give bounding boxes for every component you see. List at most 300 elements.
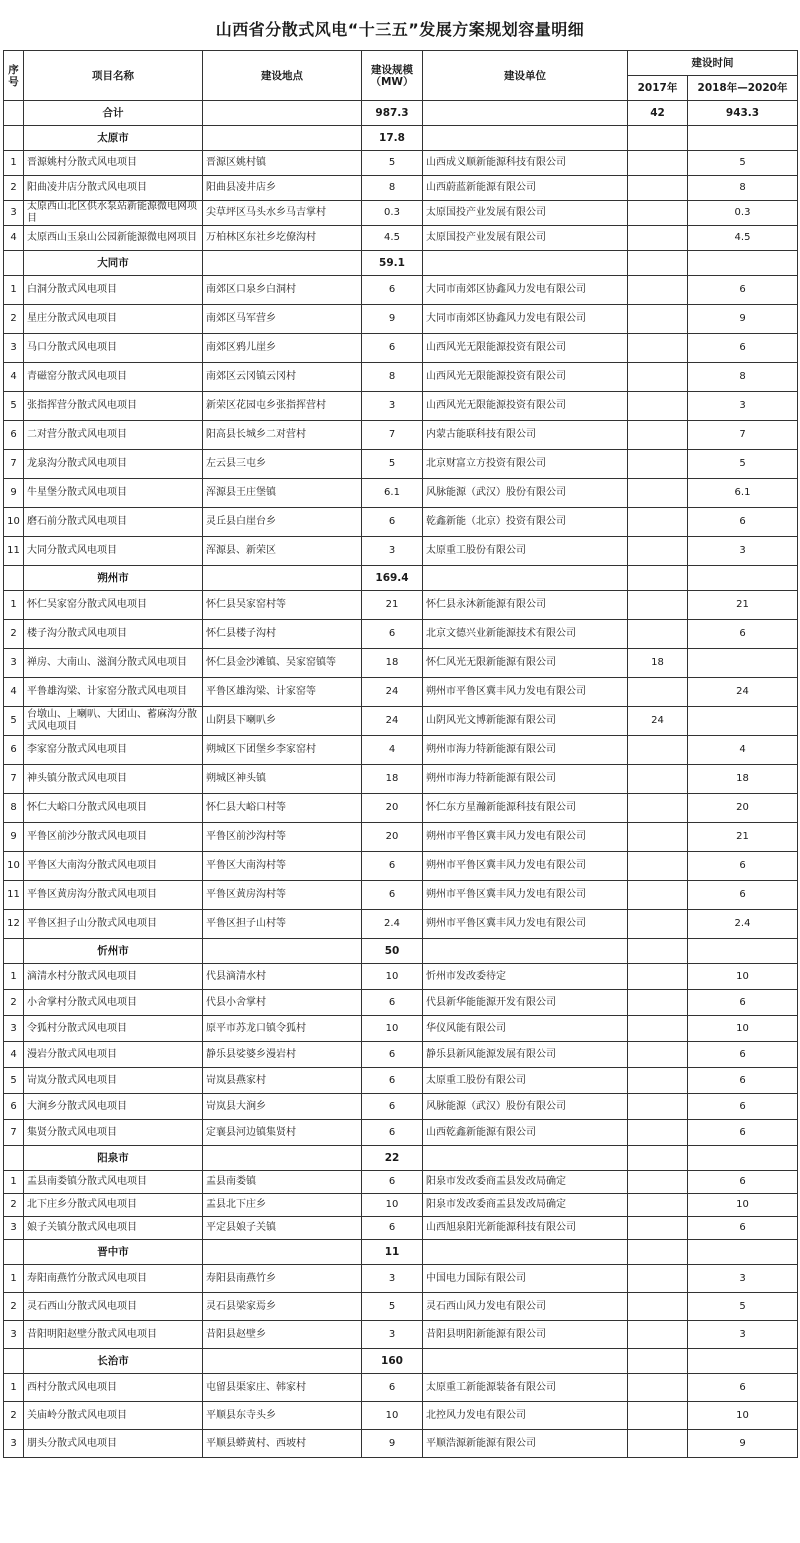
row-unit: 太原重工股份有限公司 bbox=[423, 1068, 628, 1094]
row-location: 平鲁区前沙沟村等 bbox=[203, 823, 362, 852]
row-unit: 山西旭泉阳光新能源科技有限公司 bbox=[423, 1217, 628, 1240]
header-time: 建设时间 bbox=[628, 51, 798, 76]
table-row bbox=[4, 990, 798, 1016]
row-scale: 20 bbox=[362, 794, 423, 823]
row-location: 盂县北下庄乡 bbox=[203, 1194, 362, 1217]
row-location: 浑源县王庄堡镇 bbox=[203, 479, 362, 508]
city-2018-2020 bbox=[688, 126, 798, 151]
row-scale: 10 bbox=[362, 1194, 423, 1217]
city-2018-2020 bbox=[688, 251, 798, 276]
city-unit bbox=[423, 1240, 628, 1265]
total-2018-2020: 943.3 bbox=[688, 101, 798, 126]
row-2018-2020: 4 bbox=[688, 736, 798, 765]
row-project-name: 龙泉沟分散式风电项目 bbox=[24, 450, 203, 479]
row-2018-2020: 18 bbox=[688, 765, 798, 794]
row-2017 bbox=[628, 392, 688, 421]
row-2018-2020: 3 bbox=[688, 537, 798, 566]
row-location: 南郊区云冈镇云冈村 bbox=[203, 363, 362, 392]
row-project-name: 北下庄乡分散式风电项目 bbox=[24, 1194, 203, 1217]
city-unit bbox=[423, 1349, 628, 1374]
row-location: 平顺县蟒黄村、西坡村 bbox=[203, 1430, 362, 1458]
row-location: 万柏林区东社乡圪僚沟村 bbox=[203, 226, 362, 251]
table-row bbox=[4, 1120, 798, 1146]
row-seq: 1 bbox=[4, 276, 24, 305]
city-subtotal-row bbox=[4, 566, 798, 591]
row-location: 山阴县下喇叭乡 bbox=[203, 707, 362, 736]
row-2017: 24 bbox=[628, 707, 688, 736]
row-scale: 0.3 bbox=[362, 201, 423, 226]
row-scale: 6 bbox=[362, 1171, 423, 1194]
row-unit: 大同市南郊区协鑫风力发电有限公司 bbox=[423, 276, 628, 305]
row-project-name: 平鲁区前沙分散式风电项目 bbox=[24, 823, 203, 852]
table-row bbox=[4, 736, 798, 765]
row-2017 bbox=[628, 765, 688, 794]
row-2017 bbox=[628, 1016, 688, 1042]
city-seq bbox=[4, 1240, 24, 1265]
row-seq: 1 bbox=[4, 591, 24, 620]
row-scale: 6 bbox=[362, 852, 423, 881]
row-scale: 2.4 bbox=[362, 910, 423, 939]
row-seq: 2 bbox=[4, 305, 24, 334]
row-2017 bbox=[628, 276, 688, 305]
row-scale: 6.1 bbox=[362, 479, 423, 508]
row-project-name: 漫岩分散式风电项目 bbox=[24, 1042, 203, 1068]
row-unit: 阳泉市发改委商盂县发改局确定 bbox=[423, 1194, 628, 1217]
row-project-name: 禅房、大南山、滋润分散式风电项目 bbox=[24, 649, 203, 678]
row-project-name: 平鲁区黄房沟分散式风电项目 bbox=[24, 881, 203, 910]
row-2017 bbox=[628, 678, 688, 707]
row-location: 平鲁区黄房沟村等 bbox=[203, 881, 362, 910]
row-seq: 8 bbox=[4, 794, 24, 823]
row-location: 屯留县渠家庄、韩家村 bbox=[203, 1374, 362, 1402]
row-location: 尖草坪区马头水乡马吉掌村 bbox=[203, 201, 362, 226]
city-name: 阳泉市 bbox=[24, 1146, 203, 1171]
row-seq: 11 bbox=[4, 537, 24, 566]
total-2017: 42 bbox=[628, 101, 688, 126]
row-seq: 7 bbox=[4, 765, 24, 794]
row-unit: 山西风光无限能源投资有限公司 bbox=[423, 334, 628, 363]
row-2017 bbox=[628, 1217, 688, 1240]
row-unit: 山西风光无限能源投资有限公司 bbox=[423, 392, 628, 421]
row-unit: 山阴风光文博新能源有限公司 bbox=[423, 707, 628, 736]
city-subtotal-row bbox=[4, 1240, 798, 1265]
row-project-name: 太原西山玉泉山公园新能源微电网项目 bbox=[24, 226, 203, 251]
row-2018-2020: 8 bbox=[688, 363, 798, 392]
row-unit: 风脉能源（武汉）股份有限公司 bbox=[423, 479, 628, 508]
total-unit bbox=[423, 101, 628, 126]
row-scale: 18 bbox=[362, 765, 423, 794]
row-2017 bbox=[628, 881, 688, 910]
header-row-1 bbox=[4, 51, 798, 76]
row-2017 bbox=[628, 421, 688, 450]
row-project-name: 关庙岭分散式风电项目 bbox=[24, 1402, 203, 1430]
table-row bbox=[4, 1402, 798, 1430]
row-unit: 朔州市平鲁区冀丰风力发电有限公司 bbox=[423, 823, 628, 852]
row-unit: 怀仁县永沐新能源有限公司 bbox=[423, 591, 628, 620]
row-2017 bbox=[628, 151, 688, 176]
row-scale: 4.5 bbox=[362, 226, 423, 251]
row-location: 平鲁区雄沟梁、计家窑等 bbox=[203, 678, 362, 707]
row-2018-2020: 6 bbox=[688, 1217, 798, 1240]
row-scale: 3 bbox=[362, 1265, 423, 1293]
row-scale: 6 bbox=[362, 881, 423, 910]
row-unit: 华仪风能有限公司 bbox=[423, 1016, 628, 1042]
city-2017 bbox=[628, 566, 688, 591]
row-unit: 朔州市平鲁区冀丰风力发电有限公司 bbox=[423, 678, 628, 707]
row-location: 阳高县长城乡二对营村 bbox=[203, 421, 362, 450]
table-row bbox=[4, 508, 798, 537]
city-total: 169.4 bbox=[362, 566, 423, 591]
row-project-name: 令狐村分散式风电项目 bbox=[24, 1016, 203, 1042]
row-2018-2020: 6 bbox=[688, 1171, 798, 1194]
row-unit: 怀仁东方星瀚新能源科技有限公司 bbox=[423, 794, 628, 823]
row-2018-2020: 6 bbox=[688, 508, 798, 537]
row-location: 怀仁县大峪口村等 bbox=[203, 794, 362, 823]
row-2017 bbox=[628, 1430, 688, 1458]
row-location: 寿阳县南燕竹乡 bbox=[203, 1265, 362, 1293]
row-seq: 1 bbox=[4, 1265, 24, 1293]
row-seq: 4 bbox=[4, 678, 24, 707]
row-project-name: 牛星堡分散式风电项目 bbox=[24, 479, 203, 508]
city-subtotal-row bbox=[4, 939, 798, 964]
row-2017 bbox=[628, 1265, 688, 1293]
row-seq: 2 bbox=[4, 620, 24, 649]
row-seq: 7 bbox=[4, 1120, 24, 1146]
header-2018-2020: 2018年—2020年 bbox=[688, 76, 798, 101]
city-subtotal-row bbox=[4, 126, 798, 151]
city-location bbox=[203, 939, 362, 964]
row-location: 左云县三屯乡 bbox=[203, 450, 362, 479]
row-2018-2020: 2.4 bbox=[688, 910, 798, 939]
row-2018-2020: 9 bbox=[688, 305, 798, 334]
row-project-name: 西村分散式风电项目 bbox=[24, 1374, 203, 1402]
city-subtotal-row bbox=[4, 1349, 798, 1374]
row-2017 bbox=[628, 736, 688, 765]
row-2017 bbox=[628, 1094, 688, 1120]
row-location: 代县滴清水村 bbox=[203, 964, 362, 990]
total-scale: 987.3 bbox=[362, 101, 423, 126]
row-seq: 2 bbox=[4, 990, 24, 1016]
row-seq: 6 bbox=[4, 421, 24, 450]
row-unit: 朔州市平鲁区冀丰风力发电有限公司 bbox=[423, 852, 628, 881]
row-unit: 阳泉市发改委商盂县发改局确定 bbox=[423, 1171, 628, 1194]
city-total: 59.1 bbox=[362, 251, 423, 276]
row-scale: 9 bbox=[362, 1430, 423, 1458]
city-2017 bbox=[628, 1240, 688, 1265]
city-2018-2020 bbox=[688, 1240, 798, 1265]
row-unit: 太原重工股份有限公司 bbox=[423, 537, 628, 566]
row-2018-2020: 6 bbox=[688, 881, 798, 910]
row-location: 浑源县、新荣区 bbox=[203, 537, 362, 566]
row-unit: 平顺浩源新能源有限公司 bbox=[423, 1430, 628, 1458]
city-unit bbox=[423, 939, 628, 964]
table-row bbox=[4, 1430, 798, 1458]
city-total: 160 bbox=[362, 1349, 423, 1374]
row-location: 平顺县东寺头乡 bbox=[203, 1402, 362, 1430]
row-project-name: 太原西山北区供水泵站新能源微电网项目 bbox=[24, 201, 203, 226]
row-2017 bbox=[628, 1194, 688, 1217]
row-seq: 6 bbox=[4, 1094, 24, 1120]
row-project-name: 青磁窑分散式风电项目 bbox=[24, 363, 203, 392]
row-2017 bbox=[628, 1321, 688, 1349]
row-scale: 21 bbox=[362, 591, 423, 620]
row-location: 怀仁县楼子沟村 bbox=[203, 620, 362, 649]
row-project-name: 小舍掌村分散式风电项目 bbox=[24, 990, 203, 1016]
city-seq bbox=[4, 1349, 24, 1374]
row-location: 昔阳县赵壁乡 bbox=[203, 1321, 362, 1349]
row-location: 定襄县河边镇集贤村 bbox=[203, 1120, 362, 1146]
total-location bbox=[203, 101, 362, 126]
row-seq: 1 bbox=[4, 1171, 24, 1194]
row-seq: 2 bbox=[4, 176, 24, 201]
row-unit: 中国电力国际有限公司 bbox=[423, 1265, 628, 1293]
row-2018-2020: 9 bbox=[688, 1430, 798, 1458]
city-name: 长治市 bbox=[24, 1349, 203, 1374]
row-project-name: 娘子关镇分散式风电项目 bbox=[24, 1217, 203, 1240]
table-row bbox=[4, 1068, 798, 1094]
table-row bbox=[4, 1293, 798, 1321]
row-unit: 太原国投产业发展有限公司 bbox=[423, 226, 628, 251]
row-2018-2020: 0.3 bbox=[688, 201, 798, 226]
city-unit bbox=[423, 251, 628, 276]
table-row bbox=[4, 707, 798, 736]
row-seq: 3 bbox=[4, 1016, 24, 1042]
row-2018-2020: 6 bbox=[688, 852, 798, 881]
row-project-name: 朋头分散式风电项目 bbox=[24, 1430, 203, 1458]
row-2018-2020: 6 bbox=[688, 1042, 798, 1068]
row-2017 bbox=[628, 1042, 688, 1068]
row-scale: 6 bbox=[362, 1217, 423, 1240]
row-project-name: 台墩山、上喇叭、大团山、蓄麻沟分散式风电项目 bbox=[24, 707, 203, 736]
row-seq: 9 bbox=[4, 823, 24, 852]
row-scale: 6 bbox=[362, 1068, 423, 1094]
city-seq bbox=[4, 566, 24, 591]
header-unit: 建设单位 bbox=[423, 51, 628, 101]
row-unit: 太原国投产业发展有限公司 bbox=[423, 201, 628, 226]
row-scale: 6 bbox=[362, 276, 423, 305]
row-unit: 山西蔚蓝新能源有限公司 bbox=[423, 176, 628, 201]
table-row bbox=[4, 794, 798, 823]
row-project-name: 阳曲凌井店分散式风电项目 bbox=[24, 176, 203, 201]
row-project-name: 寿阳南燕竹分散式风电项目 bbox=[24, 1265, 203, 1293]
row-seq: 3 bbox=[4, 334, 24, 363]
row-2018-2020: 6 bbox=[688, 1120, 798, 1146]
table-row bbox=[4, 392, 798, 421]
table-row bbox=[4, 450, 798, 479]
row-seq: 3 bbox=[4, 649, 24, 678]
row-location: 新荣区花园屯乡张指挥营村 bbox=[203, 392, 362, 421]
row-location: 平鲁区担子山村等 bbox=[203, 910, 362, 939]
row-project-name: 白洞分散式风电项目 bbox=[24, 276, 203, 305]
row-seq: 11 bbox=[4, 881, 24, 910]
row-2017 bbox=[628, 823, 688, 852]
row-seq: 10 bbox=[4, 508, 24, 537]
table-row bbox=[4, 176, 798, 201]
city-unit bbox=[423, 1146, 628, 1171]
row-seq: 1 bbox=[4, 151, 24, 176]
row-unit: 忻州市发改委待定 bbox=[423, 964, 628, 990]
row-2018-2020: 6 bbox=[688, 1068, 798, 1094]
row-2017 bbox=[628, 1402, 688, 1430]
row-unit: 内蒙古能联科技有限公司 bbox=[423, 421, 628, 450]
table-row bbox=[4, 226, 798, 251]
row-project-name: 楼子沟分散式风电项目 bbox=[24, 620, 203, 649]
table-row bbox=[4, 1094, 798, 1120]
row-location: 阳曲县凌井店乡 bbox=[203, 176, 362, 201]
table-row bbox=[4, 305, 798, 334]
row-2017 bbox=[628, 1120, 688, 1146]
city-name: 太原市 bbox=[24, 126, 203, 151]
row-unit: 风脉能源（武汉）股份有限公司 bbox=[423, 1094, 628, 1120]
row-unit: 朔州市海力特新能源有限公司 bbox=[423, 765, 628, 794]
table-row bbox=[4, 964, 798, 990]
table-row bbox=[4, 479, 798, 508]
row-2017 bbox=[628, 537, 688, 566]
row-location: 朔城区下团堡乡李家窑村 bbox=[203, 736, 362, 765]
total-seq bbox=[4, 101, 24, 126]
row-2017 bbox=[628, 201, 688, 226]
row-2018-2020: 6 bbox=[688, 1374, 798, 1402]
row-location: 南郊区马军营乡 bbox=[203, 305, 362, 334]
row-2018-2020: 10 bbox=[688, 1194, 798, 1217]
row-location: 南郊区鸦儿崖乡 bbox=[203, 334, 362, 363]
header-location: 建设地点 bbox=[203, 51, 362, 101]
city-name: 朔州市 bbox=[24, 566, 203, 591]
row-scale: 3 bbox=[362, 537, 423, 566]
city-seq bbox=[4, 251, 24, 276]
row-scale: 6 bbox=[362, 1042, 423, 1068]
row-2018-2020: 6 bbox=[688, 276, 798, 305]
table-row bbox=[4, 201, 798, 226]
row-scale: 18 bbox=[362, 649, 423, 678]
row-location: 怀仁县金沙滩镇、吴家窑镇等 bbox=[203, 649, 362, 678]
row-scale: 24 bbox=[362, 678, 423, 707]
row-project-name: 平鲁区大南沟分散式风电项目 bbox=[24, 852, 203, 881]
row-scale: 5 bbox=[362, 450, 423, 479]
table-row bbox=[4, 649, 798, 678]
row-unit: 太原重工新能源装备有限公司 bbox=[423, 1374, 628, 1402]
row-unit: 山西乾鑫新能源有限公司 bbox=[423, 1120, 628, 1146]
row-unit: 大同市南郊区协鑫风力发电有限公司 bbox=[423, 305, 628, 334]
row-unit: 山西成义顺新能源科技有限公司 bbox=[423, 151, 628, 176]
table-row bbox=[4, 151, 798, 176]
row-project-name: 星庄分散式风电项目 bbox=[24, 305, 203, 334]
row-2018-2020: 5 bbox=[688, 450, 798, 479]
page-title: 山西省分散式风电“十三五”发展方案规划容量明细 bbox=[215, 20, 585, 39]
row-seq: 5 bbox=[4, 392, 24, 421]
row-seq: 2 bbox=[4, 1293, 24, 1321]
row-scale: 24 bbox=[362, 707, 423, 736]
row-seq: 1 bbox=[4, 964, 24, 990]
row-2017 bbox=[628, 363, 688, 392]
row-location: 原平市苏龙口镇令狐村 bbox=[203, 1016, 362, 1042]
row-seq: 3 bbox=[4, 1217, 24, 1240]
row-2017 bbox=[628, 1293, 688, 1321]
row-scale: 6 bbox=[362, 334, 423, 363]
city-2017 bbox=[628, 1349, 688, 1374]
city-subtotal-row bbox=[4, 251, 798, 276]
row-scale: 8 bbox=[362, 176, 423, 201]
city-name: 大同市 bbox=[24, 251, 203, 276]
row-scale: 6 bbox=[362, 1120, 423, 1146]
row-location: 灵丘县白崖台乡 bbox=[203, 508, 362, 537]
city-location bbox=[203, 1146, 362, 1171]
row-seq: 4 bbox=[4, 226, 24, 251]
row-2018-2020 bbox=[688, 707, 798, 736]
row-seq: 4 bbox=[4, 1042, 24, 1068]
row-unit: 朔州市平鲁区冀丰风力发电有限公司 bbox=[423, 910, 628, 939]
table-row bbox=[4, 620, 798, 649]
row-seq: 1 bbox=[4, 1374, 24, 1402]
table-row bbox=[4, 334, 798, 363]
city-2018-2020 bbox=[688, 566, 798, 591]
row-2018-2020: 7 bbox=[688, 421, 798, 450]
row-scale: 4 bbox=[362, 736, 423, 765]
table-row bbox=[4, 823, 798, 852]
row-2018-2020: 3 bbox=[688, 1321, 798, 1349]
row-project-name: 神头镇分散式风电项目 bbox=[24, 765, 203, 794]
row-2017 bbox=[628, 964, 688, 990]
row-location: 晋源区姚村镇 bbox=[203, 151, 362, 176]
row-project-name: 盂县南娄镇分散式风电项目 bbox=[24, 1171, 203, 1194]
row-unit: 乾鑫新能（北京）投资有限公司 bbox=[423, 508, 628, 537]
row-unit: 朔州市平鲁区冀丰风力发电有限公司 bbox=[423, 881, 628, 910]
city-2017 bbox=[628, 251, 688, 276]
row-location: 平鲁区大南沟村等 bbox=[203, 852, 362, 881]
row-2018-2020: 6 bbox=[688, 334, 798, 363]
table-row bbox=[4, 678, 798, 707]
table-row bbox=[4, 910, 798, 939]
row-location: 朔城区神头镇 bbox=[203, 765, 362, 794]
row-unit: 山西风光无限能源投资有限公司 bbox=[423, 363, 628, 392]
row-2017 bbox=[628, 1374, 688, 1402]
city-location bbox=[203, 1349, 362, 1374]
row-2018-2020: 6 bbox=[688, 620, 798, 649]
row-project-name: 大同分散式风电项目 bbox=[24, 537, 203, 566]
row-2017 bbox=[628, 1171, 688, 1194]
row-unit: 怀仁风光无限新能源有限公司 bbox=[423, 649, 628, 678]
row-2017: 18 bbox=[628, 649, 688, 678]
row-location: 静乐县娑婆乡漫岩村 bbox=[203, 1042, 362, 1068]
row-unit: 灵石西山风力发电有限公司 bbox=[423, 1293, 628, 1321]
row-scale: 5 bbox=[362, 1293, 423, 1321]
city-unit bbox=[423, 126, 628, 151]
row-scale: 5 bbox=[362, 151, 423, 176]
row-2017 bbox=[628, 450, 688, 479]
row-scale: 7 bbox=[362, 421, 423, 450]
row-scale: 20 bbox=[362, 823, 423, 852]
row-project-name: 滴清水村分散式风电项目 bbox=[24, 964, 203, 990]
row-location: 岢岚县燕家村 bbox=[203, 1068, 362, 1094]
table-row bbox=[4, 852, 798, 881]
row-2018-2020: 3 bbox=[688, 392, 798, 421]
row-2017 bbox=[628, 226, 688, 251]
row-project-name: 集贤分散式风电项目 bbox=[24, 1120, 203, 1146]
row-2018-2020: 4.5 bbox=[688, 226, 798, 251]
row-project-name: 二对营分散式风电项目 bbox=[24, 421, 203, 450]
row-2018-2020: 20 bbox=[688, 794, 798, 823]
row-seq: 3 bbox=[4, 201, 24, 226]
row-2017 bbox=[628, 990, 688, 1016]
row-seq: 3 bbox=[4, 1430, 24, 1458]
row-2018-2020: 24 bbox=[688, 678, 798, 707]
city-name: 忻州市 bbox=[24, 939, 203, 964]
row-2018-2020: 6 bbox=[688, 990, 798, 1016]
row-project-name: 晋源姚村分散式风电项目 bbox=[24, 151, 203, 176]
city-2017 bbox=[628, 1146, 688, 1171]
row-seq: 12 bbox=[4, 910, 24, 939]
header-2017: 2017年 bbox=[628, 76, 688, 101]
